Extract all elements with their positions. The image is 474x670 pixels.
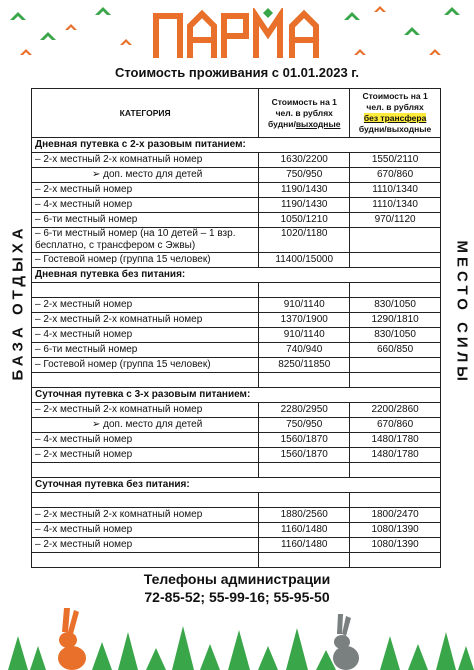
row-name: – Гостевой номер (группа 15 человек) [32,253,259,268]
table-row [32,448,441,463]
section-title: Суточная путевка с 3-х разовым питанием: [32,388,441,403]
row-price-no-transfer: 1080/1390 [350,538,441,553]
blank-row [32,493,441,508]
table-row [32,253,441,268]
table-row [32,433,441,448]
table-row [32,403,441,418]
row-name: – 6-ти местный номер [32,343,259,358]
row-name: ➢ доп. место для детей [32,168,259,183]
table-row [32,358,441,373]
phones-numbers: 72-85-52; 55-99-16; 55-95-50 [144,589,330,605]
row-price-no-transfer: 830/1050 [350,328,441,343]
row-price: 1560/1870 [259,448,350,463]
row-price: 1160/1480 [259,538,350,553]
row-price: 1050/1210 [259,213,350,228]
price-table [31,88,441,568]
row-price: 910/1140 [259,298,350,313]
header-category: КАТЕГОРИЯ [32,89,259,138]
row-price: 1190/1430 [259,183,350,198]
side-label-right: МЕСТО СИЛЫ [453,240,471,385]
row-name: – 4-х местный номер [32,433,259,448]
section-row [32,268,441,283]
side-label-left: БАЗА ОТДЫХА [9,224,27,381]
row-name: – 2-х местный номер [32,183,259,198]
gray-hare-icon [324,612,368,670]
row-name: – 2-х местный номер [32,298,259,313]
row-price-no-transfer: 660/850 [350,343,441,358]
row-price: 2280/2950 [259,403,350,418]
blank-row [32,373,441,388]
row-price-no-transfer: 1800/2470 [350,508,441,523]
table-row [32,198,441,213]
table-row [32,538,441,553]
row-price: 1880/2560 [259,508,350,523]
table-row [32,523,441,538]
row-price-no-transfer: 1290/1810 [350,313,441,328]
header-col2-underline: выходные [295,118,341,129]
section-title: Дневная путевка с 2-х разовым питанием: [32,138,441,153]
row-price: 1020/1180 [259,228,350,253]
section-row [32,138,441,153]
phones-label: Телефоны администрации [143,571,331,587]
row-name: – 4-х местный номер [32,328,259,343]
header-price-no-transfer [350,89,441,138]
row-price-no-transfer [350,253,441,268]
blank-row [32,553,441,568]
table-row [32,153,441,168]
blank-row [32,283,441,298]
row-price: 1370/1900 [259,313,350,328]
row-price: 1560/1870 [259,433,350,448]
section-title: Дневная путевка без питания: [32,268,441,283]
row-price-no-transfer: 1110/1340 [350,183,441,198]
row-price-no-transfer: 1480/1780 [350,433,441,448]
table-row [32,343,441,358]
section-row [32,388,441,403]
row-price: 8250/11850 [259,358,350,373]
blank-row [32,463,441,478]
row-price: 1630/2200 [259,153,350,168]
table-header-row [32,89,441,138]
row-name: – 6-ти местный номер [32,213,259,228]
row-name: – 2-х местный номер [32,538,259,553]
row-name: ➢ доп. место для детей [32,418,259,433]
parma-logo [150,8,324,60]
row-name: – 6-ти местный номер (на 10 детей – 1 взр. бесплатно, с трансфером с Эжвы) [32,228,259,253]
header-col3-text: Стоимость на 1 чел. в рублях [362,91,428,112]
table-row [32,418,441,433]
row-name: – 2-х местный 2-х комнатный номер [32,313,259,328]
row-price-no-transfer: 1550/2110 [350,153,441,168]
header-col3-text2: будни/выходные [358,124,432,134]
section-title: Суточная путевка без питания: [32,478,441,493]
row-name: – 2-х местный 2-х комнатный номер [32,153,259,168]
table-row [32,183,441,198]
row-price: 1190/1430 [259,198,350,213]
row-price-no-transfer: 970/1120 [350,213,441,228]
row-price-no-transfer: 1480/1780 [350,448,441,463]
orange-hare-icon [46,606,96,670]
table-row [32,328,441,343]
row-price-no-transfer: 830/1050 [350,298,441,313]
phones-block [0,570,474,606]
table-row [32,168,441,183]
row-price-no-transfer: 1110/1340 [350,198,441,213]
row-price: 740/940 [259,343,350,358]
row-price-no-transfer [350,228,441,253]
row-price-no-transfer: 2200/2860 [350,403,441,418]
table-row [32,228,441,253]
row-name: – Гостевой номер (группа 15 человек) [32,358,259,373]
row-price-no-transfer: 670/860 [350,168,441,183]
header-price-with-transfer [259,89,350,138]
row-name: – 2-х местный 2-х комнатный номер [32,508,259,523]
row-name: – 2-х местный 2-х комнатный номер [32,403,259,418]
page-title: Стоимость проживания с 01.01.2023 г. [114,65,360,80]
table-row [32,213,441,228]
row-name: – 4-х местный номер [32,523,259,538]
row-price: 910/1140 [259,328,350,343]
row-name: – 2-х местный номер [32,448,259,463]
row-price: 750/950 [259,418,350,433]
table-row [32,313,441,328]
row-price-no-transfer: 1080/1390 [350,523,441,538]
header-col2-text: Стоимость на 1 чел. в рублях будни/ [268,96,337,129]
section-row [32,478,441,493]
table-row [32,508,441,523]
header-col3-highlight: без трансфера [363,113,427,123]
row-price-no-transfer: 670/860 [350,418,441,433]
row-name: – 4-х местный номер [32,198,259,213]
row-price: 1160/1480 [259,523,350,538]
row-price: 750/950 [259,168,350,183]
table-row [32,298,441,313]
row-price: 11400/15000 [259,253,350,268]
row-price-no-transfer [350,358,441,373]
